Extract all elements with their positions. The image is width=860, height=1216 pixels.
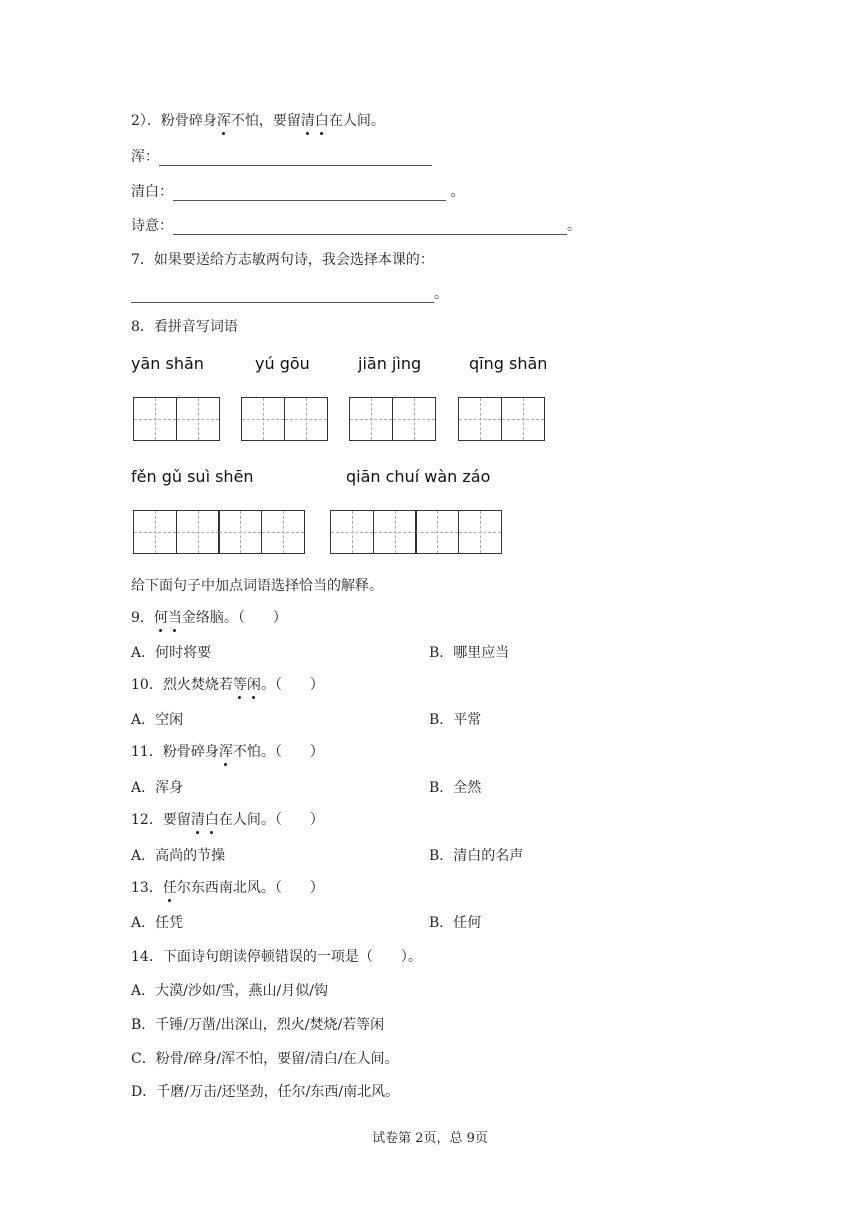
option-b[interactable]: B．平常 <box>429 712 482 728</box>
pinyin-label: yú gōu <box>255 354 310 373</box>
writing-cell[interactable] <box>176 397 220 441</box>
punct: 。 <box>567 218 581 234</box>
option-a[interactable]: A．任凭 <box>131 915 184 931</box>
dotted-char: 清 <box>301 110 315 130</box>
qingbai-field <box>131 181 464 201</box>
punct: 。 <box>446 184 465 200</box>
question-10 <box>131 674 324 694</box>
option-d[interactable]: D．千磨/万击/还坚劲，任尔/东西/南北风。 <box>131 1084 400 1100</box>
poem-text: 2）．粉骨碎身 <box>131 113 217 129</box>
writing-box-group <box>241 397 328 441</box>
dotted-char: 白 <box>205 809 219 829</box>
dotted-char: 当 <box>168 607 182 627</box>
writing-cell[interactable] <box>133 397 177 441</box>
writing-box-group <box>330 510 502 554</box>
dotted-char: 浑 <box>219 741 233 761</box>
q-text: 13． <box>131 880 163 896</box>
q-text: 10．烈火焚烧若 <box>131 677 233 693</box>
answer-blank[interactable] <box>159 151 432 166</box>
dotted-char: 闲 <box>247 674 261 694</box>
option-c[interactable]: C．粉骨/碎身/浑不怕，要留/清白/在人间。 <box>131 1051 399 1067</box>
answer-blank[interactable] <box>173 220 567 235</box>
dotted-char: 浑 <box>217 110 231 130</box>
option-b[interactable]: B．清白的名声 <box>429 848 524 864</box>
option-a[interactable]: A．何时将要 <box>131 645 212 661</box>
dotted-char: 白 <box>315 110 329 130</box>
q-text: 在人间。（ ） <box>218 812 324 828</box>
instruction: 给下面句子中加点词语选择恰当的解释。 <box>131 578 383 594</box>
dotted-char: 何 <box>154 607 168 627</box>
q-text: 11．粉骨碎身 <box>131 744 219 760</box>
shiyi-field <box>131 215 581 235</box>
punct: 。 <box>434 286 448 302</box>
option-a[interactable]: A．高尚的节操 <box>131 848 226 864</box>
question-14: 14．下面诗句朗读停顿错误的一项是（ ）。 <box>131 949 422 965</box>
q-text: 尔东西南北风。（ ） <box>176 880 324 896</box>
question-12 <box>131 809 324 829</box>
writing-box-group <box>349 397 436 441</box>
question-11 <box>131 741 324 761</box>
answer-blank[interactable] <box>131 288 434 303</box>
field-label: 清白： <box>131 184 173 200</box>
writing-cell[interactable] <box>133 510 177 554</box>
writing-grid-row-1 <box>0 397 860 441</box>
dotted-char: 等 <box>233 674 247 694</box>
q-text: 12．要留 <box>131 812 191 828</box>
option-b[interactable]: B．全然 <box>429 780 482 796</box>
poem-text: 不怕，要留 <box>230 113 301 129</box>
writing-cell[interactable] <box>330 510 374 554</box>
option-a[interactable]: A．浑身 <box>131 780 184 796</box>
option-a[interactable]: A．大漠/沙如/雪，燕山/月似/钩 <box>131 983 328 999</box>
pinyin-label: fěn gǔ suì shēn <box>131 467 254 486</box>
option-b[interactable]: B．千锤/万凿/出深山，烈火/焚烧/若等闲 <box>131 1017 385 1033</box>
writing-cell[interactable] <box>261 510 305 554</box>
writing-box-group <box>133 510 305 554</box>
writing-cell[interactable] <box>241 397 285 441</box>
writing-cell[interactable] <box>458 510 502 554</box>
dotted-char: 任 <box>163 877 177 897</box>
writing-cell[interactable] <box>349 397 393 441</box>
writing-cell[interactable] <box>176 510 220 554</box>
question-9 <box>131 607 287 627</box>
writing-cell[interactable] <box>218 510 262 554</box>
q-text: 。（ ） <box>260 677 324 693</box>
writing-cell[interactable] <box>458 397 502 441</box>
poem-text: 在人间。 <box>328 113 385 129</box>
hun-field <box>131 146 432 166</box>
pinyin-label: qiān chuí wàn záo <box>346 467 491 486</box>
dotted-char: 清 <box>191 809 205 829</box>
poem-line-2 <box>131 110 385 130</box>
writing-grid-row-2 <box>0 510 860 554</box>
option-a[interactable]: A．空闲 <box>131 712 184 728</box>
writing-box-group <box>133 397 220 441</box>
writing-cell[interactable] <box>415 510 459 554</box>
answer-blank[interactable] <box>173 186 446 201</box>
page-footer: 试卷第 2页，总 9页 <box>372 1131 488 1146</box>
option-b[interactable]: B．任何 <box>429 915 482 931</box>
question-7: 7．如果要送给方志敏两句诗，我会选择本课的： <box>131 252 434 268</box>
option-b[interactable]: B．哪里应当 <box>429 645 510 661</box>
q-text: 9． <box>131 610 154 626</box>
question-7-answer <box>131 283 448 303</box>
pinyin-label: qīng shān <box>469 354 548 373</box>
field-label: 诗意： <box>131 218 173 234</box>
writing-cell[interactable] <box>392 397 436 441</box>
pinyin-label: yān shān <box>131 354 204 373</box>
writing-cell[interactable] <box>501 397 545 441</box>
q-text: 不怕。（ ） <box>232 744 324 760</box>
writing-cell[interactable] <box>373 510 417 554</box>
writing-box-group <box>458 397 545 441</box>
question-13 <box>131 877 324 897</box>
pinyin-label: jiān jìng <box>358 354 422 373</box>
question-8-title: 8．看拼音写词语 <box>131 319 238 335</box>
writing-cell[interactable] <box>284 397 328 441</box>
q-text: 金络脑。（ ） <box>181 610 287 626</box>
field-label: 浑： <box>131 149 159 165</box>
